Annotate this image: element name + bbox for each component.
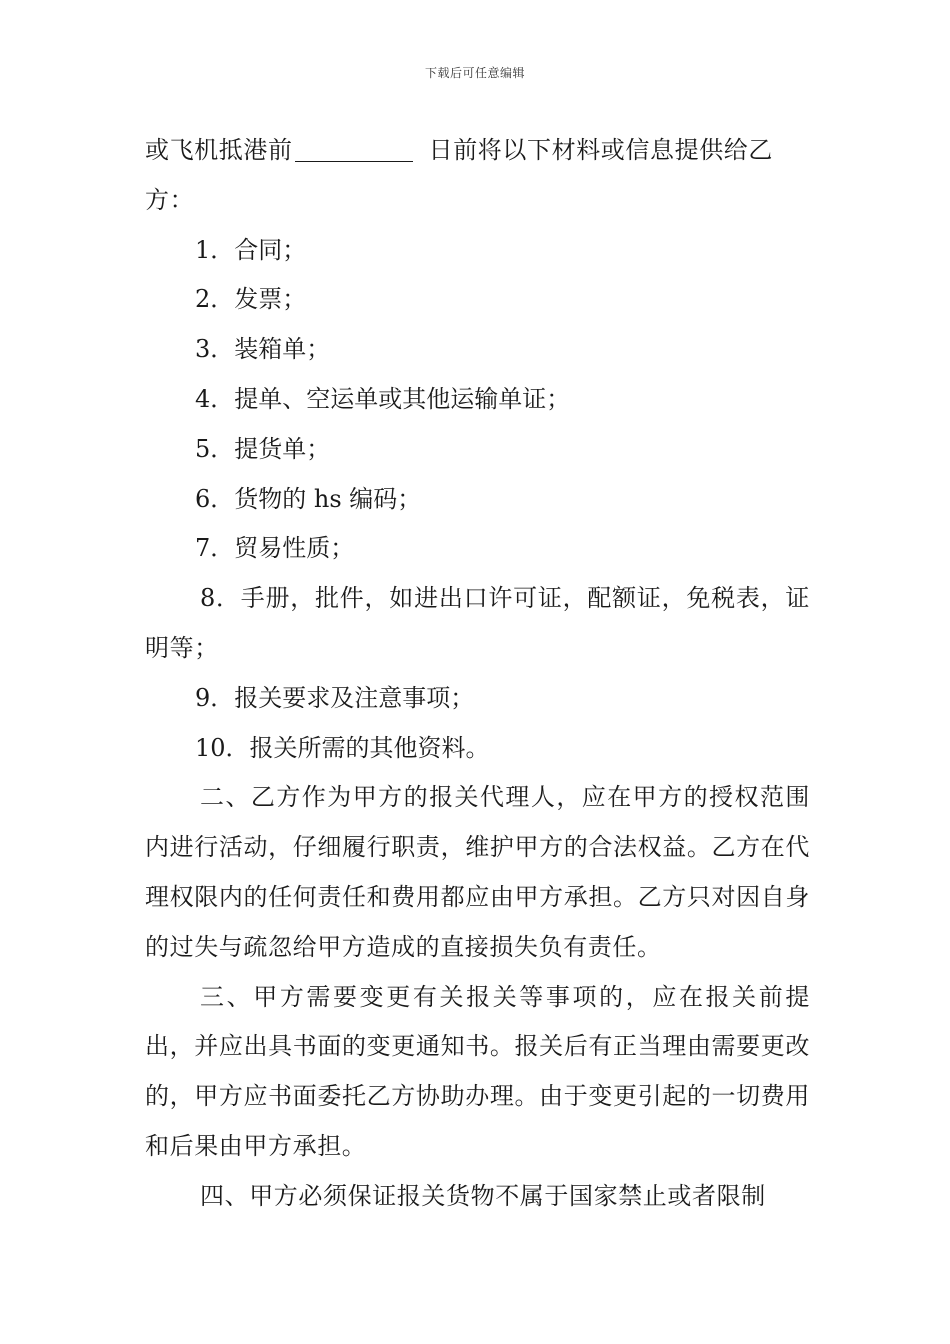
list-item-10: 10．报关所需的其他资料。 [195, 733, 490, 762]
list-item-6: 6．货物的 hs 编码； [195, 484, 422, 513]
list-item-3: 3．装箱单； [195, 335, 331, 364]
document-body [145, 126, 810, 1222]
intro-text-start: 或飞机抵港前 [145, 136, 293, 164]
list-item-1: 1．合同； [195, 235, 307, 264]
list-item-4: 4．提单、空运单或其他运输单证； [195, 384, 571, 413]
clause-2-paragraph: 二、乙方作为甲方的报关代理人，应在甲方的授权范围内进行活动，仔细履行职责，维护甲方的合法权益。乙方在代理权限内的任何责任和费用都应由甲方承担。乙方只对因自身的过失与疏忽给甲方造成的直接损失负有责任。 [145, 783, 810, 961]
page-header: 下载后可任意编辑 [424, 66, 525, 80]
intro-paragraph [145, 126, 810, 226]
clause-3-paragraph: 三、甲方需要变更有关报关等事项的，应在报关前提出，并应出具书面的变更通知书。报关后有正当理由需要更改的，甲方应书面委托乙方协助办理。由于变更引起的一切费用和后果由甲方承担。 [145, 982, 810, 1160]
list-item-5: 5．提货单； [195, 434, 331, 463]
list-item-2: 2．发票； [195, 285, 307, 314]
list-item-8: 8．手册，批件，如进出口许可证，配额证，免税表，证明等； [145, 584, 810, 662]
clause-4-paragraph: 四、甲方必须保证报关货物不属于国家禁止或者限制 [200, 1181, 766, 1210]
list-item-9: 9．报关要求及注意事项； [195, 683, 475, 712]
list-item-7: 7．贸易性质； [195, 534, 355, 563]
blank-fill-line [295, 131, 413, 162]
intro-text-end: 日前将以下材料或信息提供给乙方： [145, 136, 774, 214]
